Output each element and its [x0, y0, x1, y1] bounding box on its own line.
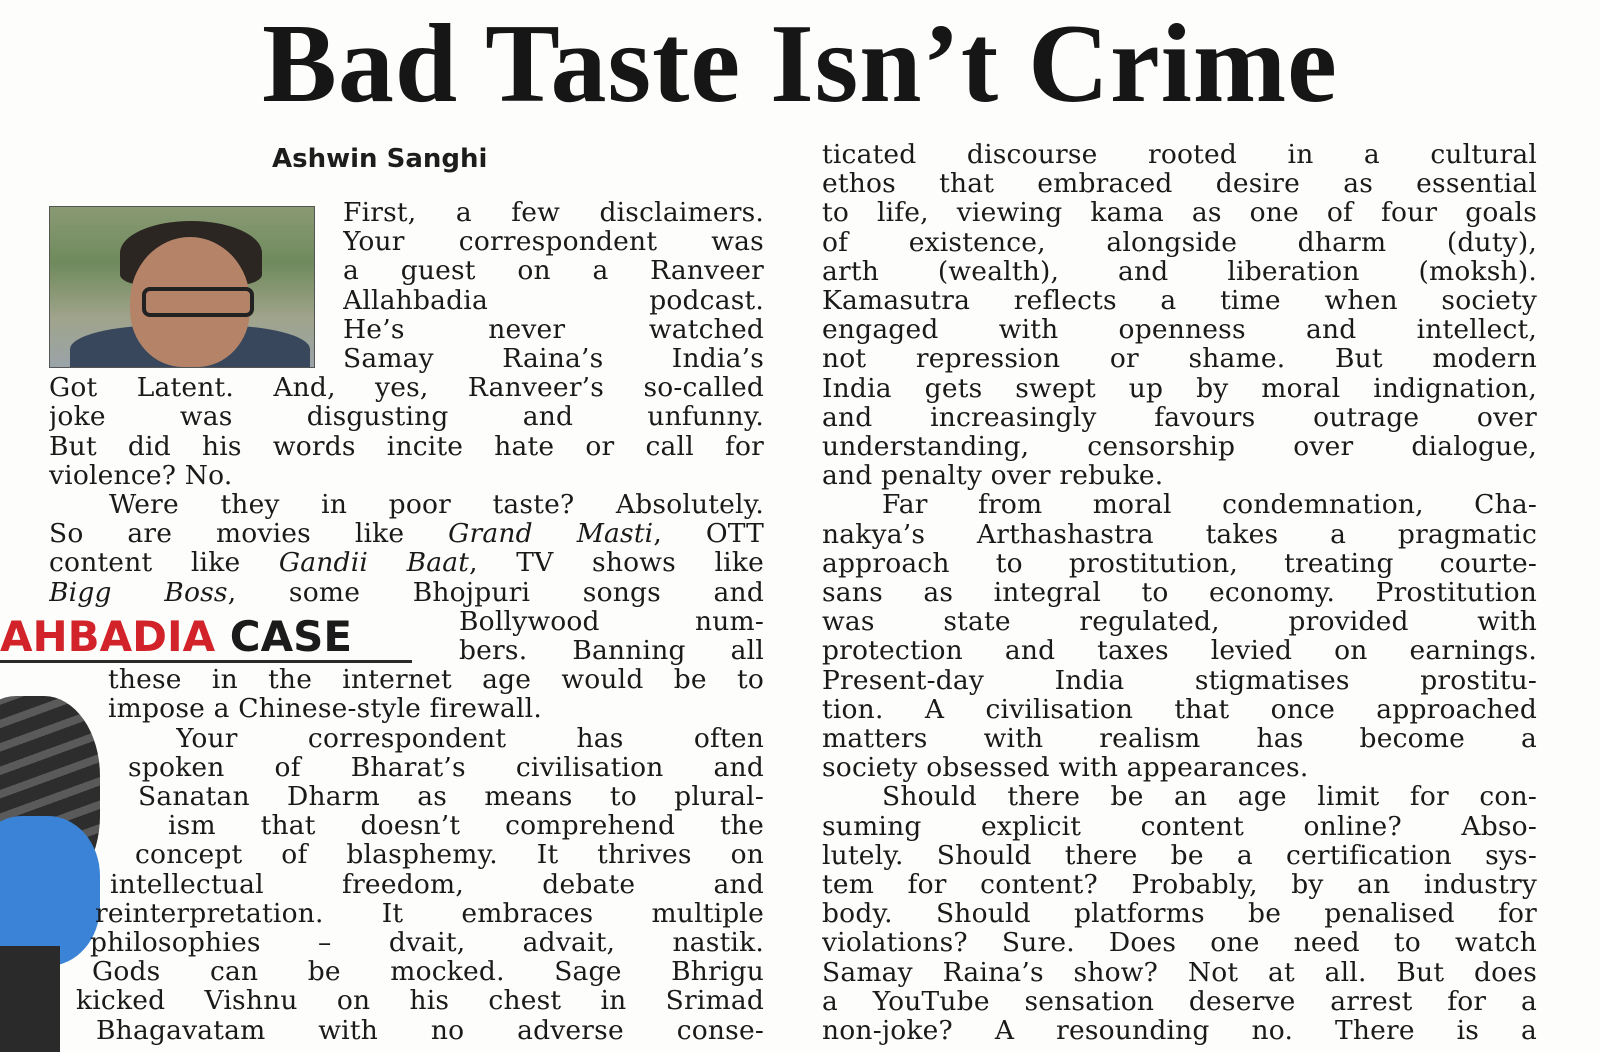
- text-line: spoken of Bharat’s civilisation and: [128, 752, 764, 783]
- text-line: content like Gandii Baat, TV shows like: [49, 548, 764, 579]
- text-line: Your correspondent has often: [176, 723, 764, 754]
- text-line: suming explicit content online? Abso-: [822, 811, 1537, 842]
- text-line: Bigg Boss, some Bhojpuri songs and: [49, 577, 764, 608]
- text-line: not repression or shame. But modern: [822, 344, 1537, 375]
- text-line: intellectual freedom, debate and: [110, 869, 764, 900]
- text-line: and penalty over rebuke.: [822, 461, 1164, 492]
- text-line: Bollywood num-: [459, 606, 764, 637]
- kicker-red: AHBADIA: [0, 614, 216, 661]
- text-line: violence? No.: [49, 460, 233, 491]
- text-line: tion. A civilisation that once approached: [822, 694, 1537, 725]
- text-line: But did his words incite hate or call for: [49, 431, 764, 462]
- text-line: He’s never watched: [343, 314, 764, 345]
- text-line: India gets swept up by moral indignation,: [822, 373, 1537, 404]
- headline: Bad Taste Isn’t Crime: [262, 2, 1338, 126]
- text-line: of existence, alongside dharm (duty),: [822, 227, 1537, 258]
- text-line: joke was disgusting and unfunny.: [49, 402, 764, 433]
- text-line: philosophies – dvait, advait, nastik.: [90, 928, 764, 958]
- text-line: impose a Chinese-style firewall.: [108, 694, 542, 725]
- text-line: approach to prostitution, treating courte-: [822, 548, 1537, 579]
- text-line: concept of blasphemy. It thrives on: [135, 840, 764, 871]
- text-line: ism that doesn’t comprehend the: [168, 811, 764, 842]
- text-line: these in the internet age would be to: [108, 665, 764, 696]
- text-line: non-joke? A resounding no. There is a: [822, 1016, 1537, 1046]
- author-photo: [49, 206, 315, 368]
- text-line: Sanatan Dharm as means to plural-: [138, 782, 764, 812]
- text-line: Allahbadia podcast.: [343, 285, 764, 316]
- text-line: protection and taxes levied on earnings.: [822, 636, 1537, 667]
- text-line: ethos that embraced desire as essential: [822, 169, 1537, 200]
- text-line: Gods can be mocked. Sage Bhrigu: [92, 957, 764, 988]
- text-line: a guest on a Ranveer: [343, 256, 764, 287]
- text-line: engaged with openness and intellect,: [822, 315, 1537, 346]
- text-line: arth (wealth), and liberation (moksh).: [822, 256, 1537, 287]
- text-line: ticated discourse rooted in a cultural: [822, 140, 1537, 170]
- text-line: bers. Banning all: [459, 636, 764, 666]
- text-line: So are movies like Grand Masti, OTT: [49, 519, 764, 550]
- text-line: reinterpretation. It embraces multiple: [95, 898, 764, 929]
- section-kicker: [0, 614, 412, 663]
- text-line: Far from moral condemnation, Cha-: [882, 490, 1537, 521]
- text-line: nakya’s Arthashastra takes a pragmatic: [822, 519, 1537, 550]
- text-line: was state regulated, provided with: [822, 607, 1537, 638]
- text-line: Were they in poor taste? Absolutely.: [109, 490, 764, 520]
- text-line: and increasingly favours outrage over: [822, 402, 1537, 433]
- text-line: Got Latent. And, yes, Ranveer’s so-called: [49, 373, 764, 404]
- text-line: Bhagavatam with no adverse conse-: [96, 1015, 764, 1046]
- text-line: sans as integral to economy. Prostitution: [822, 578, 1537, 608]
- text-line: Kamasutra reflects a time when society: [822, 286, 1537, 316]
- text-line: kicked Vishnu on his chest in Srimad: [76, 986, 764, 1017]
- text-line: Samay Raina’s show? Not at all. But does: [822, 957, 1537, 988]
- text-line: Present-day India stigmatises prostitu-: [822, 665, 1537, 696]
- kicker-dark: CASE: [229, 614, 353, 661]
- text-line: lutely. Should there be a certification sys-: [822, 840, 1537, 871]
- text-line: a YouTube sensation deserve arrest for a: [822, 986, 1537, 1017]
- text-line: to life, viewing kama as one of four goals: [822, 198, 1537, 229]
- text-line: Should there be an age limit for con-: [882, 782, 1537, 813]
- text-line: violations? Sure. Does one need to watch: [822, 928, 1537, 959]
- byline: Ashwin Sanghi: [272, 144, 488, 174]
- text-line: Your correspondent was: [343, 227, 764, 258]
- text-line: matters with realism has become a: [822, 724, 1537, 754]
- text-line: Samay Raina’s India’s: [343, 344, 764, 374]
- text-line: society obsessed with appearances.: [822, 753, 1309, 784]
- text-line: First, a few disclaimers.: [343, 198, 764, 228]
- text-line: understanding, censorship over dialogue,: [822, 432, 1537, 462]
- text-line: body. Should platforms be penalised for: [822, 899, 1537, 930]
- text-line: tem for content? Probably, by an industry: [822, 870, 1537, 900]
